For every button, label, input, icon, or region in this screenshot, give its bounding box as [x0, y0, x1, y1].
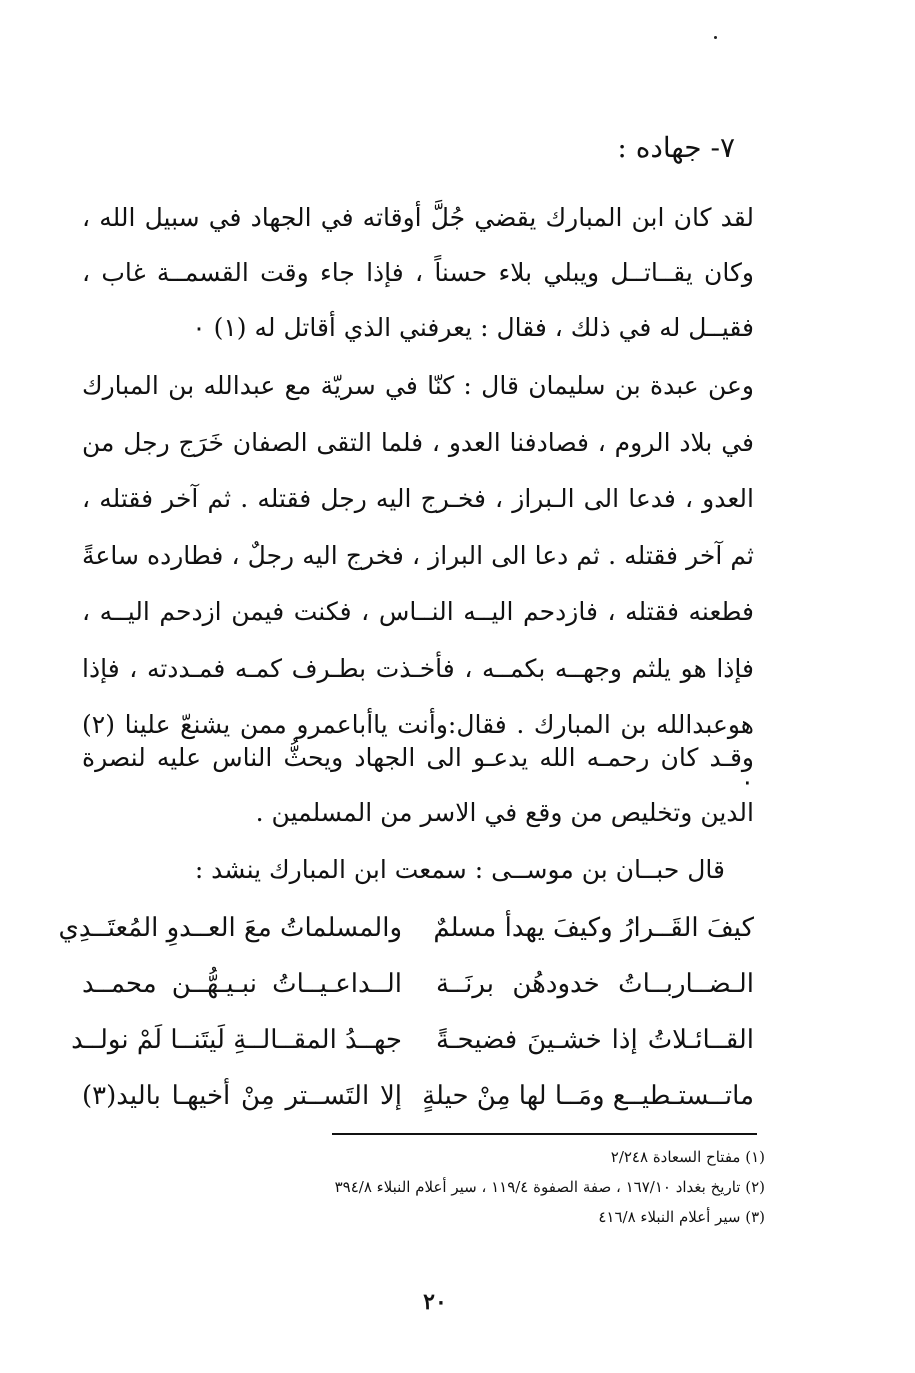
- verse-first-hemistich: القــائـلاتُ إذا خشـينَ فضيحـةً: [436, 1025, 754, 1055]
- verse-second-hemistich: والمسلماتُ معَ العــدوِ المُعتَــدِي: [58, 913, 402, 943]
- poem-verse: [82, 1068, 754, 1124]
- poem-intro: قال حبــان بن موســى : سمعت ابن المبارك ينشد :: [194, 855, 725, 884]
- paragraph: وعن عبدة بن سليمان قال : كنّا في سريّة مع عبدالله بن المبارك في بلاد الروم ، فصادفنا العدو ، فلما التقى الصفان خَرَج رجل من العدو ، فدعا الى الـبراز ، فخـرج اليه رجل فقتله . ثم آخر فقتله ، ثم آخر فقتله . ثم دعا الى البراز ، فخرج اليه رجلٌ ، فطارده ساعةً فطعنه فقتله ، فازدحم اليــه النــاس ، فكنت فيمن ازدحم اليــه ، فإذا هو يلثم وجهــه بكمــه ، فأخـذت بطـرف كمـه فمـددته ، فإذا هوعبدالله بن المبارك . فقال:وأنت ياأباعمرو ممن يشنعّ علينا (٢) ٠: [82, 371, 754, 796]
- footnote: (١) مفتاح السعادة ٢/٢٤٨: [610, 1148, 765, 1166]
- print-speck: [714, 36, 717, 39]
- verse-second-hemistich: الــداعـيــاتُ نبـيـهُّــن محمــد: [82, 969, 402, 999]
- paragraph: وقـد كان رحمـه الله يدعـو الى الجهاد ويحثُّ الناس عليه لنصرة الدين وتخليص من وقع في الاسر من المسلمين .: [82, 743, 754, 827]
- paragraph: لقد كان ابن المبارك يقضي جُلَّ أوقاته في الجهاد في سبيل الله ، وكان يقــاتــل ويبلي بلاء حسناً ، فإذا جاء وقت القسمــة غاب ، فقيــل له في ذلك ، فقال : يعرفني الذي أقاتل له (١) ٠: [82, 203, 754, 342]
- poem-verse: [71, 1012, 754, 1068]
- verse-first-hemistich: ماتــستـطيــع ومَــا لها مِنْ حيلةٍ: [422, 1081, 754, 1111]
- poem-verse: [58, 900, 754, 956]
- verse-first-hemistich: كيفَ القَــرارُ وكيفَ يهدأ مسلمٌ: [433, 913, 754, 943]
- section-heading: ٧- جهاده :: [617, 131, 735, 164]
- poem-verse: [82, 956, 754, 1012]
- footnotes: [335, 1142, 765, 1232]
- footnote: (٢) تاريخ بغداد ١٦٧/١٠ ، صفة الصفوة ١١٩/٤ ، سير أعلام النبلاء ٣٩٤/٨: [334, 1178, 765, 1196]
- footnote-separator: [332, 1133, 757, 1135]
- page-number: ٢٠: [423, 1289, 447, 1315]
- verse-second-hemistich: جهــدُ المقــالــةِ لَيتَنــا لَمْ نولــد: [71, 1025, 402, 1055]
- verse-second-hemistich: إلا التَســتر مِنْ أخيهـا باليد(٣): [82, 1081, 402, 1111]
- poem: [58, 900, 754, 1124]
- verse-first-hemistich: الـضــاربــاتُ خدودهُن برنَــة: [436, 969, 754, 999]
- footnote: (٣) سير أعلام النبلاء ٤١٦/٨: [598, 1208, 765, 1226]
